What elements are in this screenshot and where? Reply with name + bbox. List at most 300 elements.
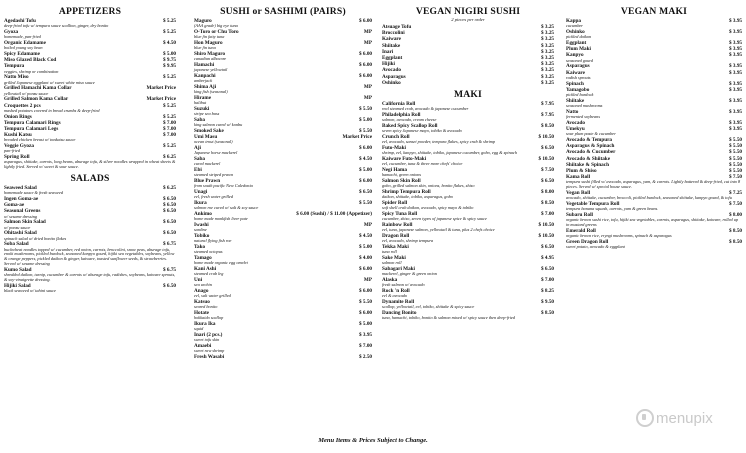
item-price: $ 5.50 [729,168,742,175]
menu-item [194,106,372,117]
menu-item [194,321,372,332]
menu-item [194,156,372,167]
item-name: Avocado & Shiitake [566,155,610,162]
item-name: Vegan Roll [566,190,591,197]
item-name: Ebi [194,167,202,174]
item-name: Tekka Maki [382,244,409,251]
item-price: $ 5.50 [729,137,742,144]
item-description: seven spicy Japanese mayo, tobiko & avocado [382,128,462,134]
item-price: $ 6.00 [359,266,372,273]
item-description: pan-fried [4,148,20,154]
item-name: Sake Maki [382,255,406,262]
item-price: $ 3.95 [729,18,742,24]
item-description: Japanese horse mackerel [194,150,238,156]
item-price: $ 5.50 [729,161,742,168]
item-name: Amaebi [194,343,212,350]
item-name: Kama Roll [566,174,591,181]
menu-item [566,109,742,120]
item-description: avocado, shiitake, cucumber, broccoli, pickled burdock, seasoned shiitake, kanpyo gourd, & tofu [566,195,732,201]
item-description: stripe sea bass [194,111,220,117]
item-name: Ankimo [194,211,212,218]
item-name: Rainbow Roll [382,222,413,229]
item-description: eel, avocado, shrimp tempura [382,238,434,244]
item-name: Shiro Maguro [194,51,226,57]
item-description: eel, cucumber, tuna & three more chefs' choice [382,161,463,167]
item-description: hokkaido scallop [194,315,224,321]
item-price: $ 3.25 [541,55,554,62]
menu-item [566,18,742,29]
item-price: $ 5.25 [163,74,176,81]
menu-item [566,29,742,40]
item-description: shredded daikon, turnip, cucumber & carrots w/ aburage tofu, radishes, soybeans, kaiware sprouts, & soy-vinaigrette dressing. [4,272,176,282]
item-price: $ 5.50 [359,106,372,112]
item-price: $ 4.50 [359,156,372,163]
menu-item [566,126,742,137]
item-name: California Roll [382,101,416,108]
item-price: MP [363,222,372,229]
item-name: Shiitake & Spinach [566,161,609,168]
item-description: blue fin tuna [194,45,216,51]
menu-item [566,70,742,81]
menu-item [382,112,554,123]
item-price: $ 6.50 [541,266,554,273]
item-price: $ 6.00 [359,145,372,152]
menu-item [382,255,554,266]
item-price: $ 6.00 [359,73,372,79]
item-description: sea urchin [194,282,212,288]
item-name: Seasonal Greens [4,208,41,215]
item-name: Kumo Salad [4,266,32,273]
item-price: $ 6.50 [163,282,176,289]
menu-section-appetizers [4,6,176,170]
item-description: grilled Japanese eggplant w/ sweet white miso sauce [4,79,95,85]
menu-item [382,101,554,112]
item-price: $ 5.50 [729,155,742,162]
item-name: Tako [194,244,206,251]
item-name: Dragon Roll [382,233,410,240]
item-name: Soba Salad [4,241,29,248]
menu-item [194,200,372,211]
item-name: Goma-ae [4,202,25,209]
menu-item [194,266,372,277]
item-description: seasoned mushrooms [566,103,603,109]
menu-item [194,29,372,40]
item-price: $ 3.25 [541,30,554,37]
item-price: $ 5.50 [359,128,372,134]
item-description: steamed striped prawn [194,172,234,178]
item-description: tempura banana squash, carrots, yam & green beans. [566,206,659,212]
menu-item [4,283,176,294]
menu-item [382,189,554,200]
item-description: veggies, shrimp or combination [4,68,59,74]
item-price: $ 6.25 [163,185,176,192]
item-description: cucumber [566,23,583,29]
item-price: $ 6.75 [163,266,176,273]
menu-item [566,87,742,98]
menu-item [194,343,372,354]
item-description: seared bonito [194,304,218,310]
menu-item [194,299,372,310]
menu-item [4,143,176,154]
menu-item [566,239,742,250]
item-price: MP [363,40,372,46]
item-description: fresh salmon w/ avocado [382,282,425,288]
item-description: japanese yellowtail [194,67,228,73]
item-description: amberjack [194,78,213,84]
menu-item [4,230,176,241]
item-name: Ingen Goma-ae [4,196,39,203]
menu-section-salads [4,173,176,294]
item-name: Shrimp Tempura Roll [382,189,431,196]
item-description: squid [194,326,204,332]
item-price: $ 6.50 [163,202,176,209]
menu-item [382,266,554,277]
menu-item [194,255,372,266]
item-price: $ 6.75 [163,241,176,248]
item-price: $ 5.00 [359,321,372,328]
menu-item [194,244,372,255]
item-name: Kani Ashi [194,266,217,273]
item-description: tuna roll [382,249,397,255]
item-price: $ 3.95 [729,69,742,76]
menu-item [382,167,554,178]
item-price: Market Price [146,85,176,92]
item-price: $ 5.50 [359,299,372,306]
item-price: $ 5.50 [359,200,372,207]
menu-item [4,18,176,29]
item-description: eel, tuna, japanese salmon, yellowtail & tuna, plus 2 chefs choice [382,227,495,233]
item-price: $ 7.00 [541,211,554,218]
item-price: $ 7.00 [359,343,372,350]
item-price: $ 6.50 [163,208,176,215]
item-description: buckwheat noodles topped w/ cucumber, red onion, carrots, broccolini, snow peas, aburage tofu, enoki mushrooms, pickled burdock, seasoned kanpyo gourd, hijiki sea vegetables, soybeans, yellow & orange peppers, pickled daikon & ginger, kaiware, toasted sunflower seeds, & strawberries. Served w/ sesame dressing [4,246,175,267]
item-price: $ 6.00 [359,62,372,68]
item-description: homemade sauce & fresh seaweed [4,190,64,196]
item-name: Green Dragon Roll [566,238,609,245]
item-price: $ 4.00 [359,255,372,262]
item-price: $ 5.00 [359,244,372,251]
item-name: Kaiware Futo-Maki [382,156,427,163]
item-price: $ 5.50 [729,149,742,156]
item-name: Crunch Roll [382,134,410,141]
item-name: Hotate [194,310,209,317]
item-name: Shiitake [382,42,401,49]
item-description: sweet raw shrimp [194,348,225,354]
menupix-watermark [636,409,713,427]
item-name: Broccolini [382,30,405,37]
item-description: yellowtail w/ ponzu sauce [4,90,49,96]
item-name: Subaru Roll [566,212,593,219]
item-price: $ 3.95 [729,97,742,104]
item-price: $ 8.50 [541,310,554,317]
menu-item [382,123,554,134]
item-description: soft shell crab daikon, avocado, spicy mayo & tobiko [382,205,474,211]
item-description: sour plum paste & cucumber [566,131,616,137]
menu-item [382,211,554,222]
item-price: $ 4.95 [541,255,554,262]
item-description: radish sprouts [566,74,591,80]
item-description: eel, salt water grilled [194,293,231,299]
item-price: $ 6.00 [359,51,372,57]
item-price: $ 7.00 [163,119,176,126]
menu-item [4,63,176,74]
item-description: eel & avocado [382,293,408,299]
item-name: Saba [194,117,205,123]
item-name: Philadelphia Roll [382,112,421,119]
menu-item [382,277,554,288]
item-name: Kushi Katsu [4,132,32,139]
item-description: ocean trout (seasonal) [194,139,233,145]
item-price: $ 5.00 [359,117,372,123]
item-description: scallop, yellowtail, eel, tobiko, shiitake & spicy sauce [382,304,475,310]
item-description: cured mackerel [194,161,221,167]
menu-section-sushi-or-sashimi-pairs [194,6,372,360]
item-price: $ 6.50 [541,178,554,185]
item-description: tuna, hamachi, tobiko, bonito & salmon mixed w/ spicy sauce then deep-fried [382,315,515,321]
item-name: O-Toro or Chu Toro [194,29,239,35]
item-price: $ 5.00 [359,167,372,174]
menu-item [4,132,176,143]
item-name: Natto Miso [4,74,29,81]
menu-item [194,145,372,156]
item-name: Dancing Bonito [382,310,417,317]
menu-item [566,190,742,201]
item-price: $ 5.25 [163,143,176,150]
item-description: home made organic egg omelet [194,260,248,266]
menu-item [4,219,176,230]
section-title: APPETIZERS [58,6,122,17]
item-name: Gyoza [4,29,19,35]
item-price: $ 3.95 [729,46,742,53]
column-1 [4,6,176,294]
menu-item [194,95,372,106]
item-description: gobo, grilled salmon skin, onions, bonito flakes, shiso [382,183,475,189]
menu-item [4,40,176,51]
item-name: Asparagus [382,73,406,80]
item-name: Ikura [194,200,207,207]
item-description: boiled young soy bean [4,45,43,51]
item-description: king salmon cured w/ konbu [194,122,243,128]
item-price: $ 8.50 [729,227,742,234]
menu-section-vegan-maki [566,6,742,250]
item-name: Fresh Wasabi [194,354,225,361]
menu-item [566,228,742,239]
menu-item-row [194,354,372,360]
menu-item [4,29,176,40]
item-description: w/ sesame dressing [4,213,38,219]
item-price: $ 2.50 [359,354,372,361]
item-price: $ 3.25 [541,24,554,30]
item-name: Baked Spicy Scallop Roll [382,123,438,130]
item-price: $ 3.95 [729,52,742,59]
item-description: daikon, shiitake, tobiko, asparagus, gobo [382,194,453,200]
item-price: $ 4.50 [359,233,372,240]
item-description: canadian albacore [194,56,227,62]
item-price: $ 9.95 [163,63,176,70]
item-name: Avocado [566,119,585,126]
item-description: sardine [194,227,207,233]
menu-item [4,241,176,266]
item-name: Croquettes 2 pcs [4,102,41,109]
item-price: $ 3.95 [729,86,742,93]
item-price: $ 3.95 [729,29,742,35]
menu-item-row [382,80,554,86]
section-title: MAKI [454,89,482,101]
item-description: king fish (seasonal) [194,89,228,95]
item-name: Blue Prawn [194,178,221,185]
item-price: $ 6.50 [541,145,554,152]
item-price: $ 10.50 [538,222,554,229]
item-name: Kanpyo [566,52,584,59]
item-price: $ 5.25 [163,29,176,35]
item-name: Aji [194,145,201,152]
item-description: sweet tofu skin [194,337,220,343]
item-price: $ 8.50 [729,238,742,245]
item-name: Spicy Tuna Roll [382,211,418,218]
item-description: from south pacific New Caledonia [194,183,253,189]
menu-item [194,310,372,321]
item-price: $ 8.50 [541,123,554,130]
item-name: Spicy Edamame [4,51,40,57]
item-description: seasoned gourd [566,57,593,63]
menu-item [382,310,554,321]
item-description: mashed potatoes covered in bread crumbs & deep-fried [4,107,100,113]
menu-item [382,145,554,156]
item-description: breaded chicken breast w/ tonkatsu sauce [4,137,76,143]
item-name: Alaska [382,277,398,284]
item-price: $ 10.50 [538,156,554,163]
menu-item [566,52,742,63]
menu-item [4,103,176,114]
item-name: Grilled Hamachi Kama Collar [4,85,72,92]
item-price: $ 7.95 [541,101,554,108]
item-name: Hamachi [194,62,215,68]
item-name: Spring Roll [4,154,30,161]
menu-item [194,178,372,189]
item-description: eel, fresh water grilled [194,194,233,200]
menu-item [194,18,372,29]
item-name: Ohitashi Salad [4,230,37,237]
item-description: salmon roe cured w/ salt & soy sauce [194,205,259,211]
item-description: salmon roll [382,260,402,266]
menu-item [194,233,372,244]
item-price: $ 6.50 [541,244,554,251]
item-name: Dynamite Roll [382,299,415,306]
item-price: $ 3.25 [541,79,554,86]
menu-item [194,288,372,299]
item-name: Yamagobo [566,86,590,93]
section-title: SALADS [70,173,110,185]
menu-item [4,85,176,96]
item-price: $ 3.95 [729,63,742,70]
item-description: pickled daikon [566,34,592,40]
menu-item [194,332,372,343]
item-price: $ 10.50 [538,233,554,240]
item-description: steamed octopus [194,249,223,255]
section-title: VEGAN NIGIRI SUSHI [415,6,521,17]
item-price: $ 6.50 [163,196,176,203]
footer-note: Menu Items & Prices Subject to Change. [318,437,428,444]
item-price: $ 7.95 [541,112,554,119]
item-name: Salmon Skin Roll [382,178,421,185]
item-name: Natto [566,108,579,115]
item-price: $ 6.50 [163,230,176,237]
column-3 [382,6,554,321]
item-name: Vegetable Tempura Roll [566,201,620,208]
item-name: Saba [194,156,205,163]
item-price: $ 4.50 [163,40,176,46]
item-price: Market Price [146,96,176,103]
item-name: Sabagari Maki [382,266,416,273]
menu-item [382,288,554,299]
menu-item [194,73,372,84]
item-description: mackerel, ginger & green onion [382,271,437,277]
item-description: asparagus, shiitake, carrots, long beans, aburage tofu, & silver noodles wrapped in wheat sheets & lightly fried. Served w/ sweet & sour sauce. [4,159,176,170]
item-name: Asparagus & Spinach [566,143,615,150]
watermark-text: menupix [656,409,713,427]
item-name: Hirame [194,95,211,101]
menu-item [194,62,372,73]
item-name: Umi Masu [194,134,218,141]
item-name: Uni [194,277,203,284]
item-price: $ 3.95 [729,40,742,46]
menu-item [382,134,554,145]
menu-item [566,212,742,228]
section-note: 2 pieces per order [451,17,485,22]
item-description: tempura sushi filled w/ avocado, asparagus, yam, & carrots. Lightly battered & deep-fried, cut into 8 pieces. Served w/ special house sauce. [566,179,741,190]
item-name: Spinach [566,80,584,87]
item-name: Kaiware [382,36,401,43]
section-title: VEGAN MAKI [620,6,688,17]
item-name: Avocado & Cucumber [566,149,616,156]
menupix-logo-icon [636,409,654,427]
item-description: sweet potato, avocado & eggplant [566,244,625,250]
menu-item [194,40,372,51]
item-description: deep-fried tofu w/ tempura sauce scallion, ginger, dry bonito [4,23,109,29]
item-name: Eggplant [382,55,403,62]
item-description: real steamed crab, avocado & japanese cucumber [382,106,469,112]
item-name: Tobiko [194,233,210,240]
item-price: $ 8.25 [541,288,554,295]
menu-item [194,211,372,222]
item-description: steamed crab leg [194,271,224,277]
item-name: Oshinko [382,79,401,86]
item-price: $ 6.00 [359,178,372,185]
item-price: $ 7.50 [729,201,742,208]
item-name: Kappa [566,18,581,24]
item-price: $ 10.50 [538,134,554,141]
item-description: hamachi, green onions [382,172,422,178]
item-name: Hijiki [382,61,395,68]
item-name: Seaweed Salad [4,185,37,192]
menu-item [4,74,176,85]
item-price: $ 7.00 [541,277,554,284]
item-name: Asparagus [566,63,590,70]
item-name: Shiitake [566,97,585,104]
item-description: pickled burdock [566,92,594,98]
item-description: organic brown sushi rice, tofu, hijiki sea vegetables, carrots, asparagus, shiitake, kaiware, rolled up in mustard greens [566,217,739,228]
menu-section-vegan-nigiri-sushi [382,6,554,86]
menu-item [194,277,372,288]
item-name: Kanpachi [194,73,216,79]
item-description: (AAA grade) big eye tuna [194,23,238,29]
item-price: $ 7.25 [729,190,742,197]
item-name: Emerald Roll [566,227,596,234]
item-price: $ 3.95 [729,108,742,115]
item-price: $ 3.25 [541,36,554,43]
item-description: home made monkfish liver pate [194,216,248,222]
item-price: $ 6.00 (Sushi) / $ 11.00 (Appetizer) [296,211,372,218]
